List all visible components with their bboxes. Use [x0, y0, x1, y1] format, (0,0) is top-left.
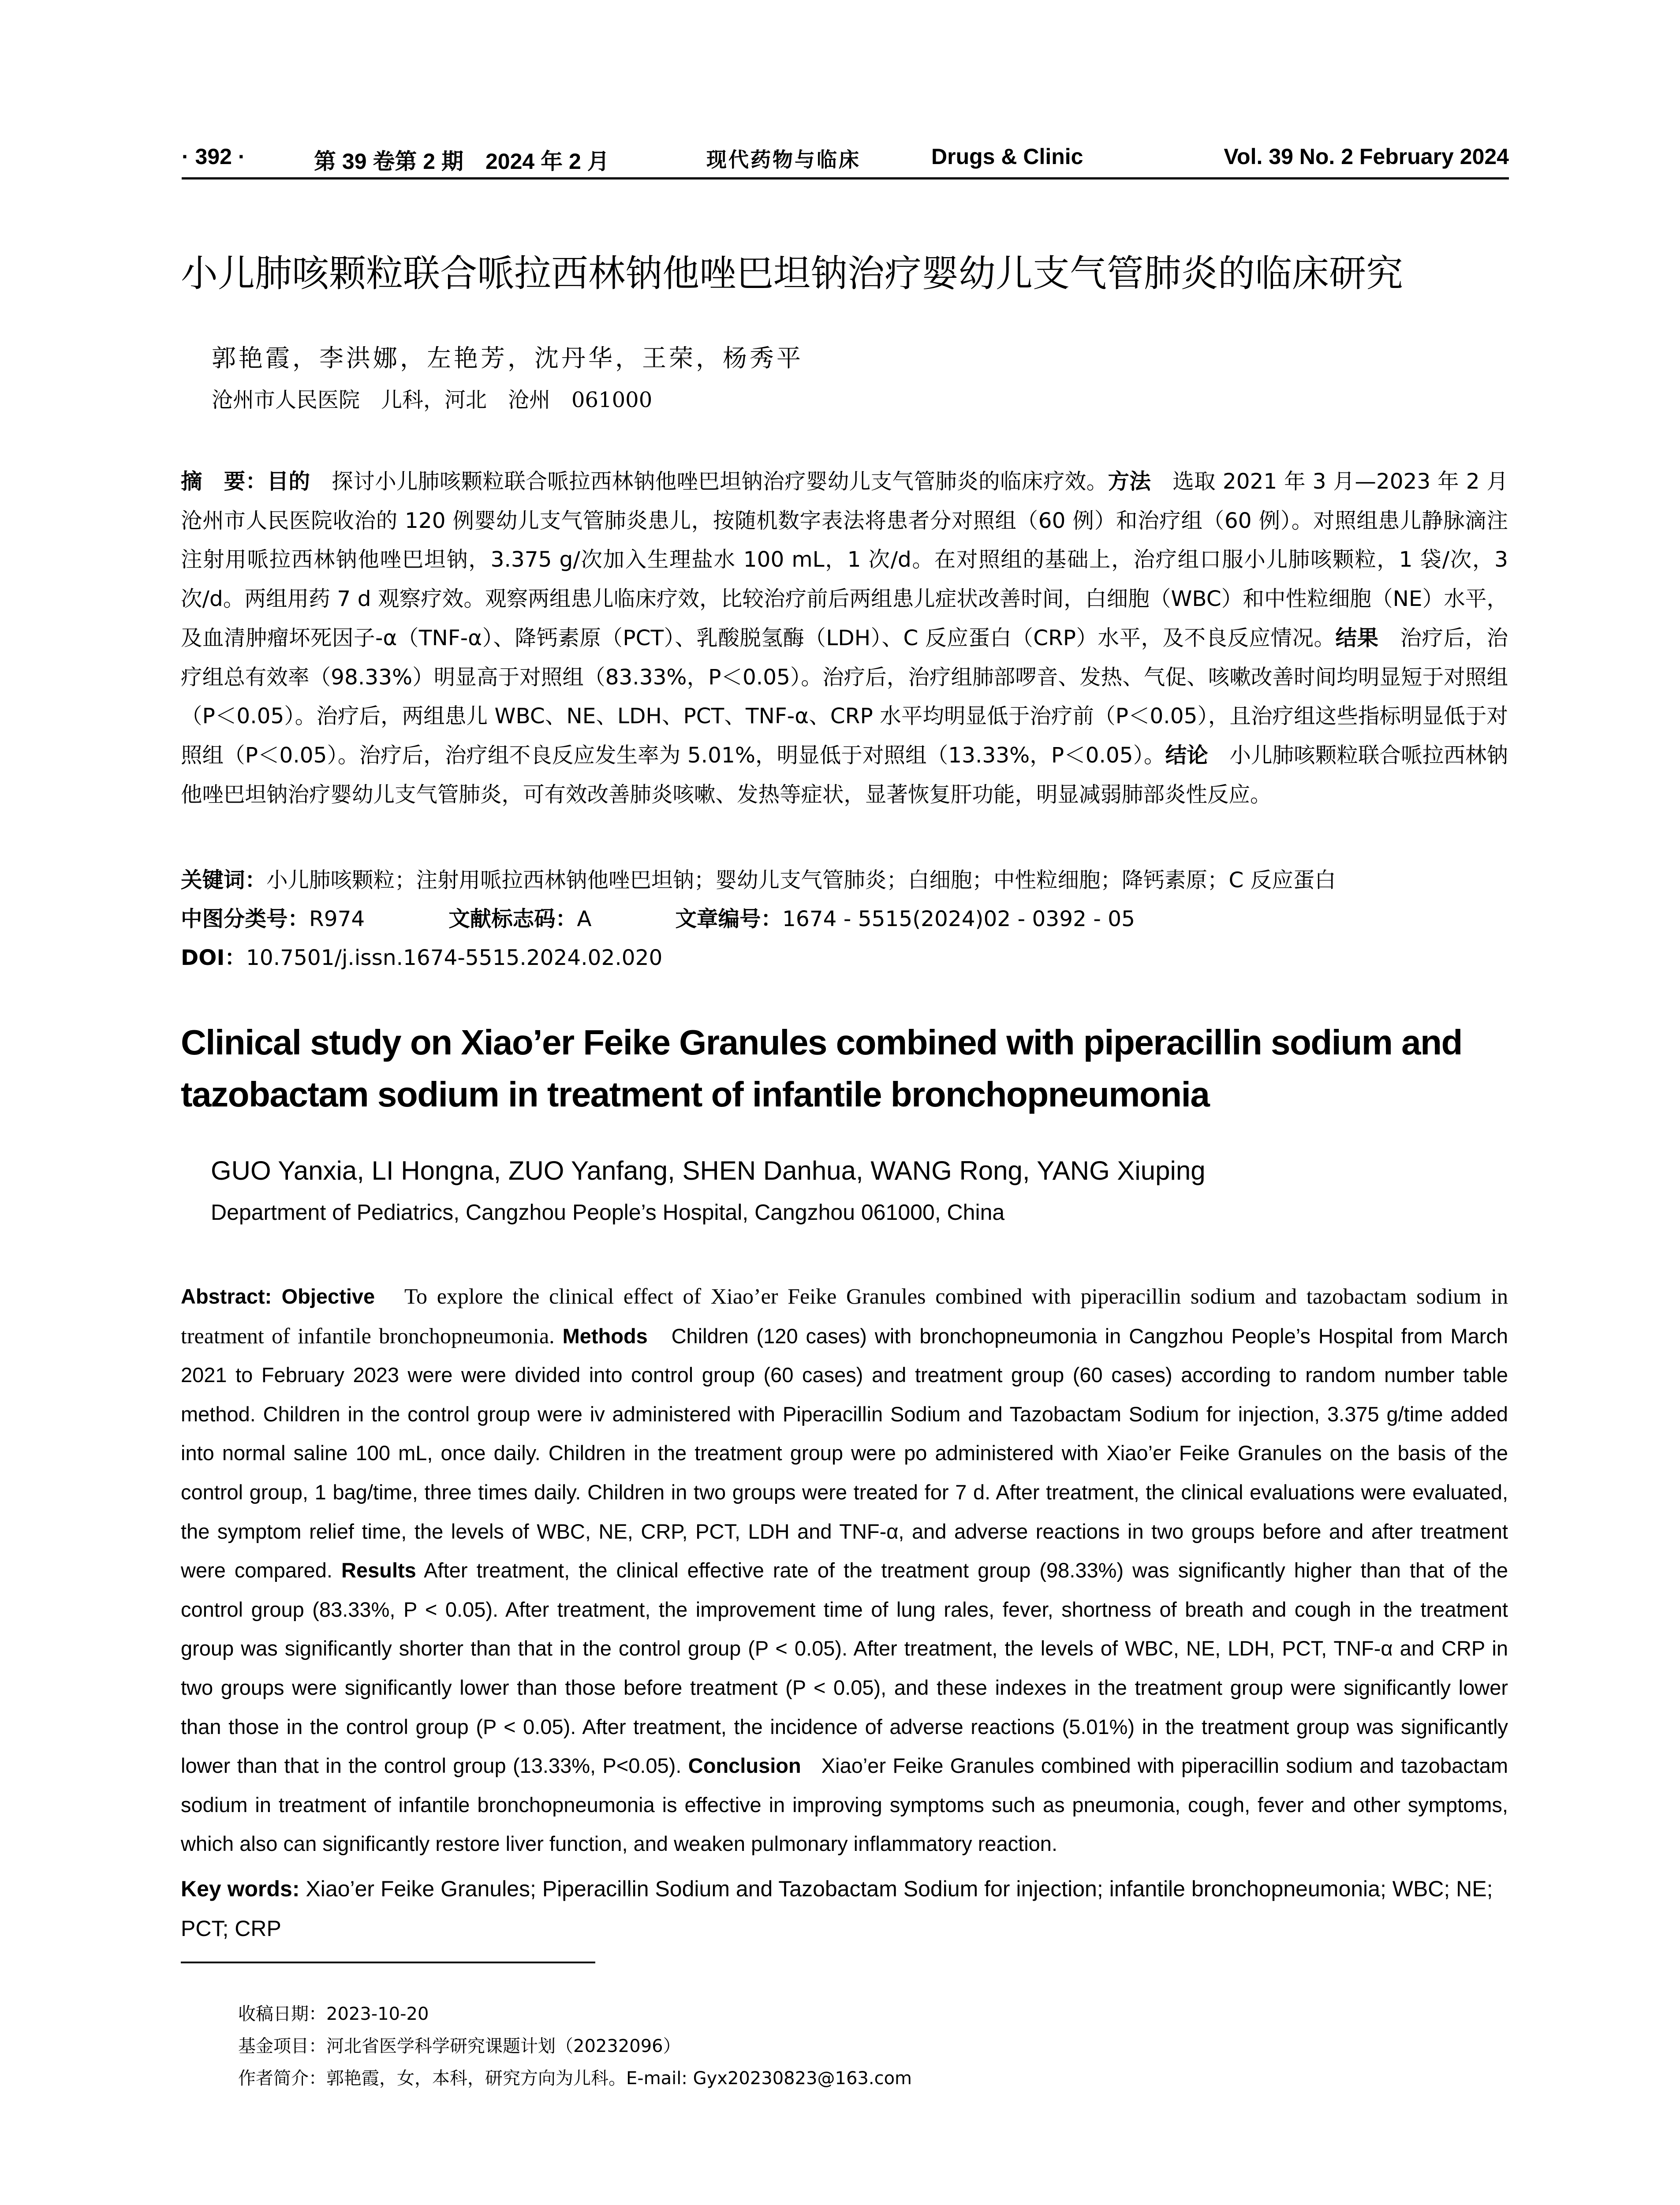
journal-name-zh: 现代药物与临床	[706, 148, 861, 172]
issue-info: 第 39 卷第 2 期 2024 年 2 月	[314, 149, 609, 174]
footnote-author-bio: 作者简介：郭艳霞，女，本科，研究方向为儿科。E-mail: Gyx20230823@163.com	[238, 2068, 912, 2089]
volume-info: Vol. 39 No. 2 February 2024	[1224, 144, 1509, 169]
keywords-en	[181, 1869, 1508, 1948]
conclusion-label-zh: 结论	[1165, 743, 1208, 768]
footnote-rule	[181, 1962, 595, 1963]
results-en: After treatment, the clinical effective rate of the treatment group (98.33%) was significantly higher than that of the control group (83.33%, P < 0.05). After treatment, the improvement time of lung rales, fever, shortness of breath and cough in the treatment group was significantly shorter than that in the control group (P < 0.05). After treatment, the levels of WBC, NE, LDH, PCT, TNF-α and CRP in two groups were significantly lower than those before treatment (P < 0.05), and these indexes in the treatment group were significantly lower than those in the control group (P < 0.05). After treatment, the incidence of adverse reactions (5.01%) in the treatment group was significantly lower than that in the control group (13.33%, P<0.05).	[181, 1558, 1508, 1778]
conclusion-en: Xiao’er Feike Granules combined with piperacillin sodium and tazobactam sodium in treatment of infantile bronchopneumonia is effective in improving symptoms such as pneumonia, cough, fever and other symptoms, which also can significantly restore liver function, and weaken pulmonary inflammatory reaction.	[181, 1754, 1508, 1856]
header-rule	[182, 177, 1509, 179]
authors-en: GUO Yanxia, LI Hongna, ZUO Yanfang, SHEN Danhua, WANG Rong, YANG Xiuping	[211, 1156, 1206, 1185]
abstract-en-label: Abstract:	[181, 1285, 272, 1308]
affiliation-zh: 沧州市人民医院 儿科，河北 沧州 061000	[212, 388, 653, 412]
running-header	[182, 140, 1509, 176]
objective-en: To explore the clinical effect of Xiao’er Feike Granules combined with piperacillin sodium and tazobactam sodium in treatment of infantile bronchopneumonia.	[181, 1284, 1508, 1348]
abstract-zh-label: 摘 要：	[181, 469, 267, 494]
results-zh: 治疗后，治疗组总有效率（98.33%）明显高于对照组（83.33%，P＜0.05）。治疗后，治疗组肺部啰音、发热、气促、咳嗽改善时间均明显短于对照组（P＜0.05）。治疗后，两组患儿 WBC、NE、LDH、PCT、TNF-α、CRP 水平均明显低于治疗前（P＜0.05），且治疗组这些指标明显低于对照组（P＜0.05）。治疗后，治疗组不良反应发生率为 5.01%，明显低于对照组（13.33%，P＜0.05）。	[181, 625, 1508, 768]
objective-label-zh: 目的	[267, 469, 310, 494]
methods-zh: 选取 2021 年 3 月—2023 年 2 月沧州市人民医院收治的 120 例婴幼儿支气管肺炎患儿，按随机数字表法将患者分对照组（60 例）和治疗组（60 例）。对照组患儿静脉滴注注射用哌拉西林钠他唑巴坦钠，3.375 g/次加入生理盐水 100 mL，1 次/d。在对照组的基础上，治疗组口服小儿肺咳颗粒，1 袋/次，3 次/d。两组用药 7 d 观察疗效。观察两组患儿临床疗效，比较治疗前后两组患儿症状改善时间，白细胞（WBC）和中性粒细胞（NE）水平，及血清肿瘤坏死因子-α（TNF-α）、降钙素原（PCT）、乳酸脱氢酶（LDH）、C 反应蛋白（CRP）水平，及不良反应情况。	[181, 469, 1508, 650]
authors-zh: 郭艳霞，李洪娜，左艳芳，沈丹华，王荣，杨秀平	[212, 344, 804, 372]
keywords-zh	[181, 863, 1336, 893]
methods-label-zh: 方法	[1108, 469, 1151, 494]
doi-value: 10.7501/j.issn.1674-5515.2024.02.020	[246, 946, 663, 970]
title-zh: 小儿肺咳颗粒联合哌拉西林钠他唑巴坦钠治疗婴幼儿支气管肺炎的临床研究	[181, 252, 1404, 295]
keywords-en-label: Key words:	[181, 1876, 300, 1901]
conclusion-label-en: Conclusion	[688, 1754, 801, 1778]
abstract-en	[181, 1277, 1508, 1864]
classification-line	[181, 901, 1135, 932]
abstract-zh	[181, 462, 1508, 814]
clc-value: R974	[309, 907, 365, 931]
title-en: Clinical study on Xiao’er Feike Granules combined with piperacillin sodium and tazobactam sodium in treatment of infantile bronchopneumonia	[181, 1023, 1462, 1114]
keywords-zh-label: 关键词：	[181, 868, 267, 893]
footnote-received: 收稿日期：2023-10-20	[238, 2004, 429, 2024]
results-label-en: Results	[341, 1558, 416, 1582]
methods-label-en: Methods	[562, 1324, 648, 1348]
clc-label: 中图分类号：	[181, 907, 310, 931]
article-no-label: 文章编号：	[675, 907, 783, 931]
keywords-zh-text: 小儿肺咳颗粒；注射用哌拉西林钠他唑巴坦钠；婴幼儿支气管肺炎；白细胞；中性粒细胞；降钙素原；C 反应蛋白	[266, 868, 1336, 893]
conclusion-zh: 小儿肺咳颗粒联合哌拉西林钠他唑巴坦钠治疗婴幼儿支气管肺炎，可有效改善肺炎咳嗽、发热等症状，显著恢复肝功能，明显减弱肺部炎性反应。	[181, 743, 1508, 807]
doi-label: DOI：	[181, 946, 246, 970]
article-no-value: 1674 - 5515(2024)02 - 0392 - 05	[782, 907, 1135, 931]
doc-code-label: 文献标志码：	[448, 907, 577, 931]
results-label-zh: 结果	[1335, 625, 1379, 650]
journal-name-en: Drugs & Clinic	[931, 144, 1083, 169]
doi-line	[181, 940, 662, 971]
methods-en: Children (120 cases) with bronchopneumonia in Cangzhou People’s Hospital from March 2021 to February 2023 were were divided into control group (60 cases) and treatment group (60 cases) according to random number table method. Children in the control group were iv administered with Piperacillin Sodium and Tazobactam Sodium for injection, 3.375 g/time added into normal saline 100 mL, once daily. Children in the treatment group were po administered with Xiao’er Feike Granules on the basis of the control group, 1 bag/time, three times daily. Children in two groups were treated for 7 d. After treatment, the clinical evaluations were evaluated, the symptom relief time, the levels of WBC, NE, CRP, PCT, LDH and TNF-α, and adverse reactions in two groups before and after treatment were compared.	[181, 1324, 1508, 1582]
affiliation-en: Department of Pediatrics, Cangzhou People’s Hospital, Cangzhou 061000, China	[211, 1200, 1005, 1225]
keywords-en-text: Xiao’er Feike Granules; Piperacillin Sodium and Tazobactam Sodium for injection; infantile bronchopneumonia; WBC; NE; PCT; CRP	[181, 1876, 1493, 1941]
page-number: · 392 ·	[182, 144, 246, 169]
doc-code-value: A	[577, 907, 592, 931]
objective-zh: 探讨小儿肺咳颗粒联合哌拉西林钠他唑巴坦钠治疗婴幼儿支气管肺炎的临床疗效。	[332, 469, 1108, 494]
objective-label-en: Objective	[281, 1285, 375, 1308]
footnote-fund: 基金项目：河北省医学科学研究课题计划（20232096）	[238, 2036, 681, 2056]
